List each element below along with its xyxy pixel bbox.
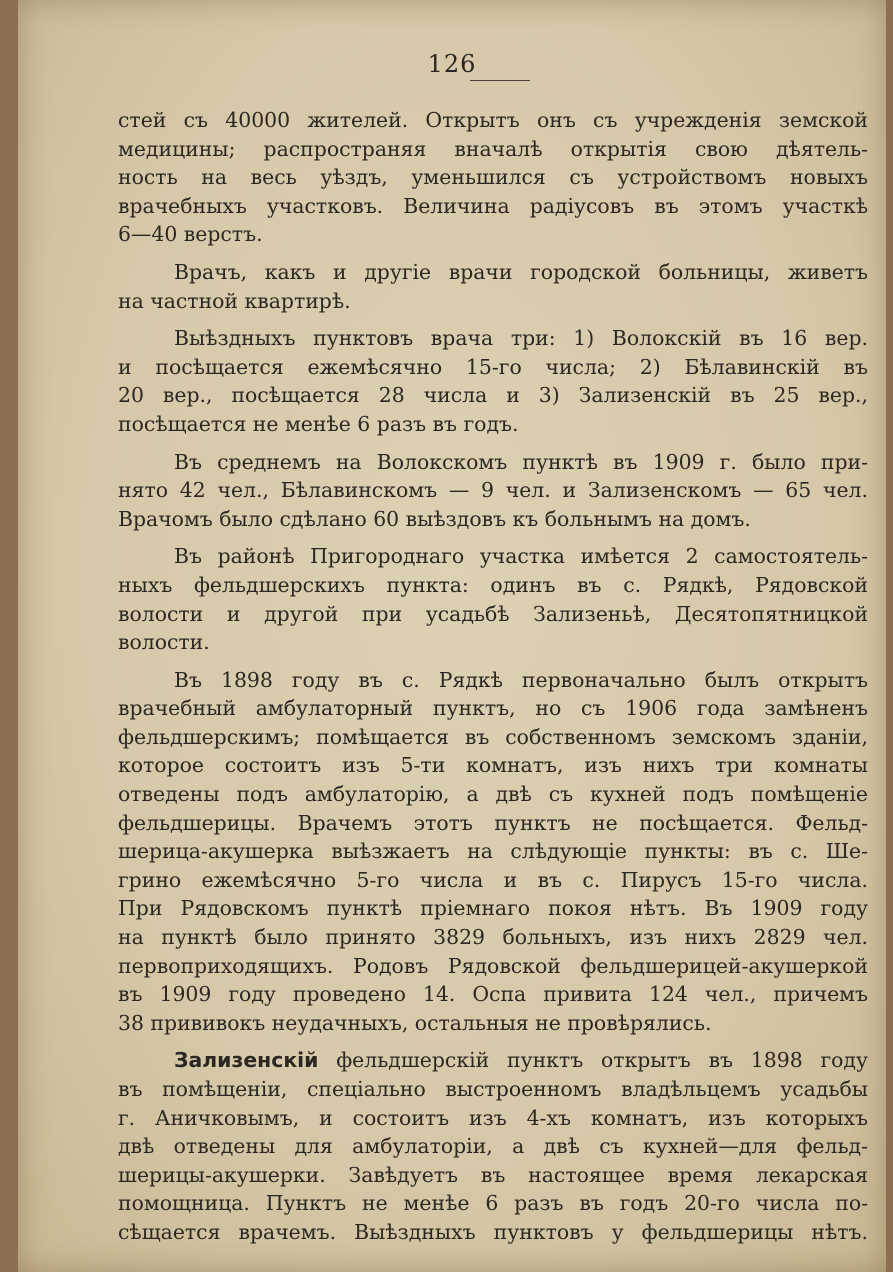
text-line: на пунктѣ было принято 3829 больныхъ, изъ нихъ 2829 чел. (118, 925, 868, 950)
text-line: на частной квартирѣ. (118, 288, 351, 313)
paragraph (118, 258, 868, 315)
paragraph (118, 1046, 868, 1246)
text-line: фельдшерскимъ; помѣщается въ собственномъ земскомъ зданіи, (118, 724, 868, 749)
paragraph (118, 106, 868, 249)
text-line: Въ районѣ Пригороднаго участка имѣется 2 самостоятель- (174, 544, 868, 569)
text-line: 20 вер., посѣщается 28 числа и 3) Зализенскій въ 25 вер., (118, 383, 868, 408)
text-line: Въ среднемъ на Волокскомъ пунктѣ въ 1909 г. было при- (174, 449, 868, 474)
text-line: шерица-акушерка выѣзжаетъ на слѣдующіе пункты: въ с. Ше- (118, 839, 868, 864)
paragraph (118, 324, 868, 438)
text-line: ность на весь уѣздъ, уменьшился съ устройствомъ новыхъ (118, 165, 868, 190)
book-page (18, 0, 886, 1272)
text-line: стей съ 40000 жителей. Открытъ онъ съ учрежденія земской (118, 108, 868, 132)
text-line: и посѣщается ежемѣсячно 15-го числа; 2) Бѣлавинскій въ (118, 354, 868, 379)
text-line: посѣщается не менѣе 6 разъ въ годъ. (118, 411, 519, 436)
page-number-rule (470, 80, 530, 81)
text-line: Въ 1898 году въ с. Рядкѣ первоначально былъ открытъ (174, 667, 868, 692)
text-line (118, 1046, 868, 1075)
page-number: 126 (427, 50, 477, 78)
text-line: При Рядовскомъ пунктѣ пріемнаго покоя нѣтъ. Въ 1909 году (118, 896, 868, 921)
text-line: сѣщается врачемъ. Выѣздныхъ пунктовъ у фельдшерицы нѣтъ. (118, 1219, 868, 1244)
text-line: 38 прививокъ неудачныхъ, остальныя не провѣрялись. (118, 1010, 712, 1035)
text-line: отведены подъ амбулаторію, а двѣ съ кухней подъ помѣщеніе (118, 782, 868, 807)
text-line: которое состоитъ изъ 5-ти комнатъ, изъ нихъ три комнаты (118, 753, 868, 778)
text-line: Врачомъ было сдѣлано 60 выѣздовъ къ больнымъ на домъ. (118, 506, 751, 531)
paragraph (118, 448, 868, 534)
text-line: ныхъ фельдшерскихъ пункта: одинъ въ с. Рядкѣ, Рядовской (118, 572, 868, 597)
text-line: врачебныхъ участковъ. Величина радіусовъ въ этомъ участкѣ (118, 193, 868, 218)
text-line: нято 42 чел., Бѣлавинскомъ — 9 чел. и Зализенскомъ — 65 чел. (118, 478, 868, 503)
paragraph (118, 542, 868, 656)
text-line: въ помѣщеніи, спеціально выстроенномъ владѣльцемъ усадьбы (118, 1077, 868, 1101)
text-line: волости и другой при усадьбѣ Зализеньѣ, Десятопятницкой (118, 601, 868, 626)
text-line: 6—40 верстъ. (118, 222, 263, 247)
text-line: двѣ отведены для амбулаторіи, а двѣ съ кухней—для фельд- (118, 1134, 868, 1159)
text-line: грино ежемѣсячно 5-го числа и въ с. Пирусъ 15-го числа. (118, 867, 868, 892)
text-line: медицины; распространяя вначалѣ открытія свою дѣятель- (118, 136, 868, 161)
paragraph (118, 666, 868, 1038)
body-text (118, 106, 868, 1247)
text-line: первоприходящихъ. Родовъ Рядовской фельдшерицей-акушеркой (118, 953, 868, 978)
text-line: Врачъ, какъ и другіе врачи городской больницы, живетъ (174, 259, 868, 284)
text-line: въ 1909 году проведено 14. Оспа привита 124 чел., причемъ (118, 982, 868, 1007)
text-line: волости. (118, 630, 210, 655)
text-line: фельдшерицы. Врачемъ этотъ пунктъ не посѣщается. Фельд- (118, 810, 868, 835)
text-line: врачебный амбулаторный пунктъ, но съ 1906 года замѣненъ (118, 696, 868, 721)
lead-line-rest: фельдшерскій пунктъ открытъ въ 1898 году (336, 1048, 868, 1073)
text-line: шерицы-акушерки. Завѣдуетъ въ настоящее время лекарская (118, 1162, 868, 1187)
bold-lead-in: Зализенскій (174, 1048, 319, 1073)
text-line: г. Аничковымъ, и состоитъ изъ 4-хъ комнатъ, изъ которыхъ (118, 1105, 868, 1130)
text-line: Выѣздныхъ пунктовъ врача три: 1) Волокскій въ 16 вер. (174, 326, 868, 351)
text-line: помощница. Пунктъ не менѣе 6 разъ въ годъ 20-го числа по- (118, 1191, 868, 1216)
